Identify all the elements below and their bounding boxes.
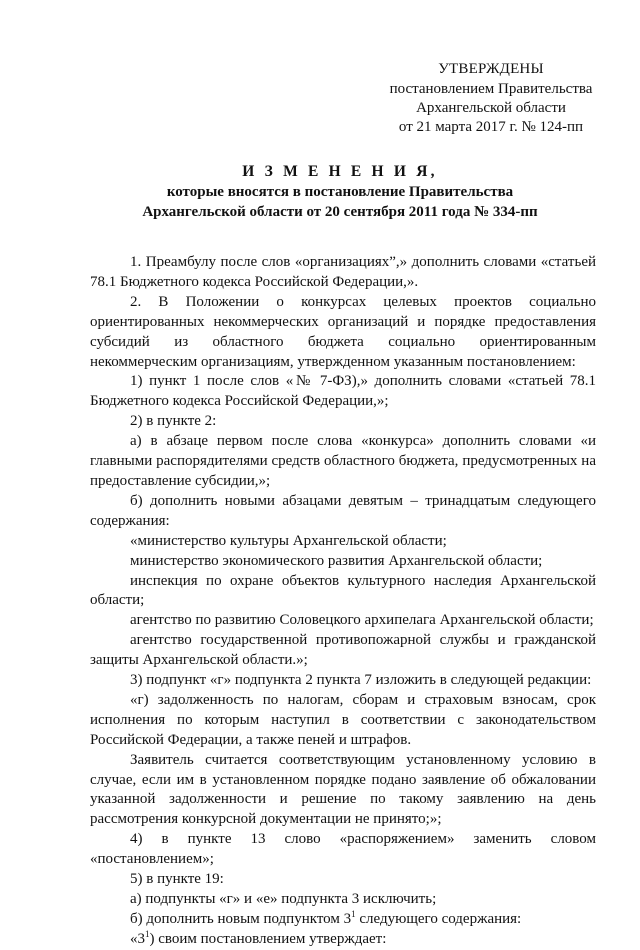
superscript: 1 [145, 928, 150, 939]
paragraph: а) подпункты «г» и «е» подпункта 3 исключить; [130, 891, 437, 907]
title-line: Архангельской области от 20 сентября 2011 года № 334-пп [142, 204, 538, 220]
paragraph: «г) задолженность по налогам, сборам и страховым взносам, срок исполнения по которым наступил в соответствии с законодательством Российской Федерации, а также пеней и штрафов. [90, 691, 596, 748]
paragraph-text: «3 [130, 930, 145, 947]
paragraph: Заявитель считается соответствующим установленному условию в случае, если им в установленном порядке подано заявление об обжаловании указанной задолженности и решение по такому заявлению на день рассмотрения конкурсной документации не принято;»; [90, 751, 596, 828]
paragraph: 2. В Положении о конкурсах целевых проектов социально ориентированных некоммерческих организаций и порядке предоставления субсидий из областного бюджета социально ориентированным некоммерческим организациям, утвержденном указанным постановлением: [90, 293, 596, 370]
document-title [80, 162, 600, 222]
paragraph: 5) в пункте 19: [130, 871, 224, 888]
paragraph [90, 930, 596, 950]
approval-line: постановлением Правительства [389, 81, 593, 97]
paragraph: министерство экономического развития Архангельской области; [130, 552, 543, 569]
superscript: 1 [351, 908, 356, 919]
approval-stamp [350, 60, 632, 137]
paragraph-text: ) своим постановлением утверждает: [149, 930, 387, 947]
document-body [90, 253, 596, 950]
approval-line: от 21 марта 2017 г. № 124-пп [398, 119, 584, 135]
paragraph-text: б) дополнить новым подпунктом 3 [130, 910, 352, 927]
paragraph: «министерство культуры Архангельской области; [130, 532, 447, 549]
paragraph: 1. Преамбулу после слов «организациях”,» дополнить словами «статьей 78.1 Бюджетного кодекса Российской Федерации,». [90, 254, 596, 290]
paragraph: 1) пункт 1 после слов «№ 7-ФЗ),» дополнить словами «статьей 78.1 Бюджетного кодекса Российской Федерации,»; [90, 373, 596, 410]
approval-line: Архангельской области [416, 100, 566, 116]
paragraph: 2) в пункте 2: [130, 413, 217, 430]
paragraph: 3) подпункт «г» подпункта 2 пункта 7 изложить в следующей редакции: [130, 672, 592, 689]
paragraph: б) дополнить новыми абзацами девятым – тринадцатым следующего содержания: [90, 492, 596, 529]
paragraph: агентство государственной противопожарной службы и гражданской защиты Архангельской области.»; [90, 632, 596, 669]
title-line: которые вносятся в постановление Правительства [166, 184, 514, 200]
paragraph [90, 910, 596, 930]
paragraph: 4) в пункте 13 слово «распоряжением» заменить словом «постановлением»; [90, 831, 596, 868]
paragraph: инспекция по охране объектов культурного наследия Архангельской области; [90, 572, 596, 609]
paragraph: агентство по развитию Соловецкого архипелага Архангельской области; [130, 612, 594, 629]
title-main: И З М Е Н Е Н И Я, [242, 163, 438, 180]
approval-heading: УТВЕРЖДЕНЫ [438, 61, 544, 77]
paragraph: а) в абзаце первом после слова «конкурса» дополнить словами «и главными распорядителями средств областного бюджета, предусмотренных на предоставление субсидии,»; [90, 433, 596, 489]
paragraph-text: следующего содержания: [355, 910, 522, 927]
